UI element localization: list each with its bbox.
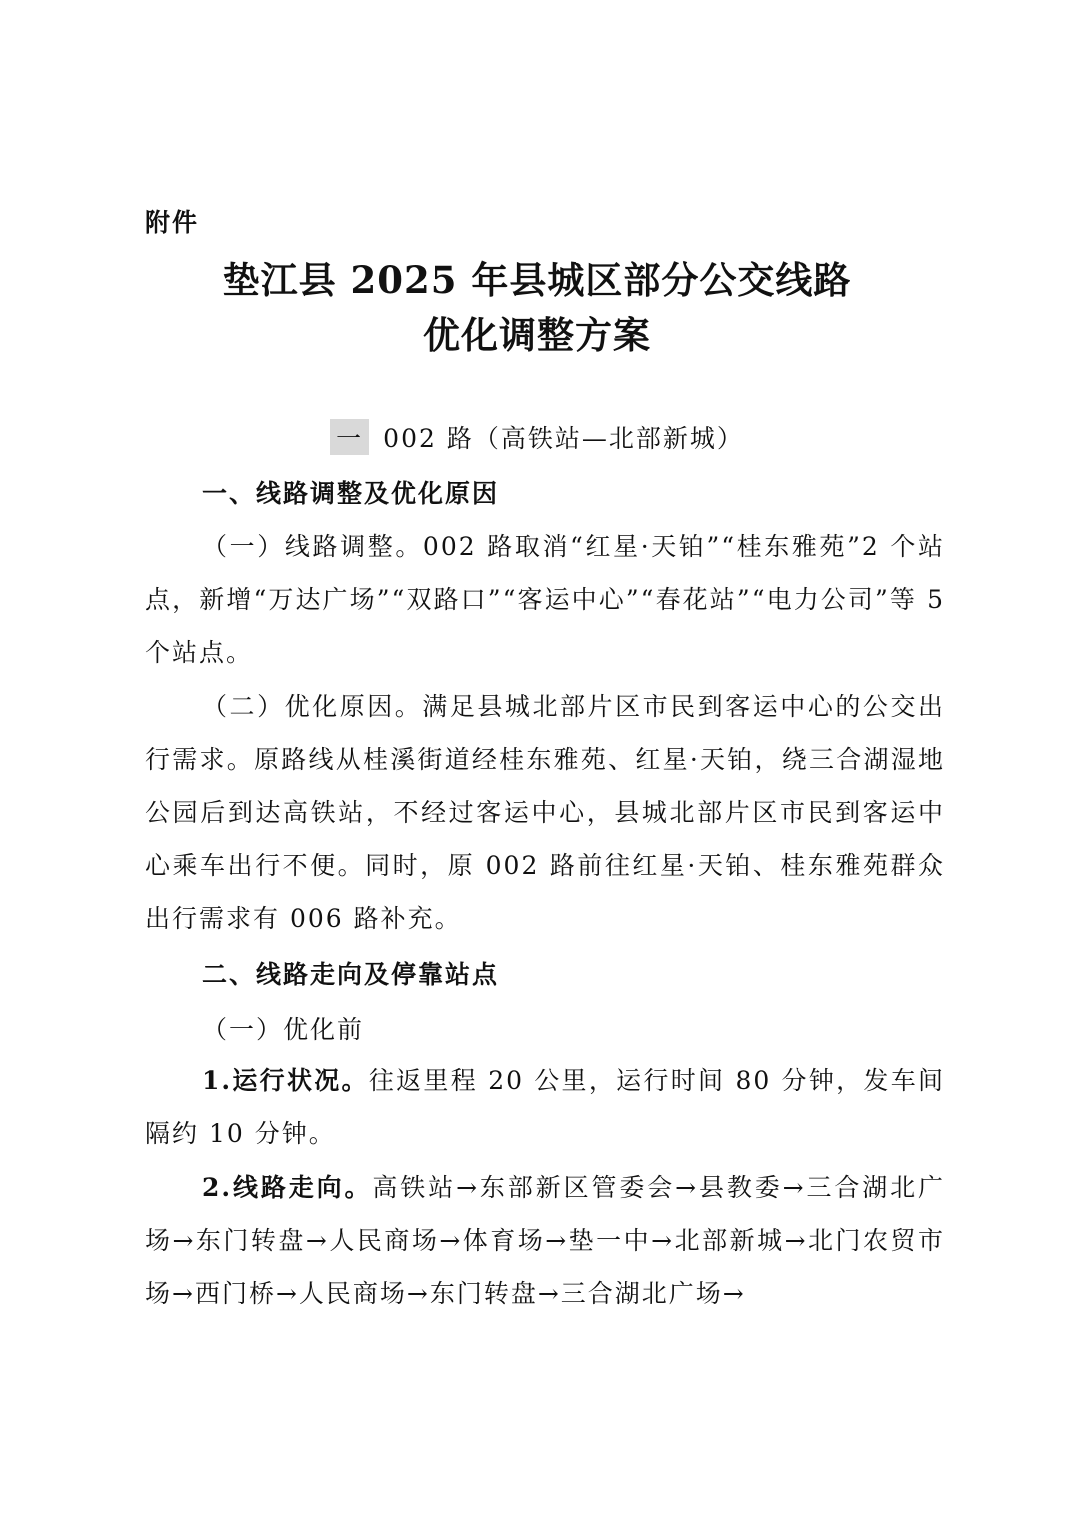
item-operation-status — [145, 1054, 945, 1160]
route-subtitle — [0, 419, 1074, 455]
section1-heading: 一、线路调整及优化原因 — [202, 479, 500, 508]
document-title-line1: 垫江县 2025 年县城区部分公交线路 — [222, 258, 852, 302]
item-operation-status-label: 1.运行状况。 — [202, 1066, 369, 1095]
section1-paragraph-adjustment: （一）线路调整。002 路取消“红星·天铂”“桂东雅苑”2 个站点，新增“万达广场”“双路口”“客运中心”“春花站”“电力公司”等 5 个站点。 — [145, 532, 945, 667]
item-route-direction — [145, 1161, 945, 1320]
route-number-mark: 一 — [330, 419, 369, 455]
section2-heading: 二、线路走向及停靠站点 — [202, 960, 500, 989]
section1-paragraph-reason: （二）优化原因。满足县城北部片区市民到客运中心的公交出行需求。原路线从桂溪街道经桂东雅苑、红星·天铂，绕三合湖湿地公园后到达高铁站，不经过客运中心，县城北部片区市民到客运中心乘车出行不便。同时，原 002 路前往红星·天铂、桂东雅苑群众出行需求有 006 路补充。 — [145, 692, 945, 933]
item-operation-status-text: 往返里程 20 公里，运行时间 80 分钟，发车间隔约 10 分钟。 — [145, 1066, 945, 1148]
item-route-direction-text: 高铁站→东部新区管委会→县教委→三合湖北广场→东门转盘→人民商场→体育场→垫一中→北部新城→北门农贸市场→西门桥→人民商场→东门转盘→三合湖北广场→ — [145, 1173, 945, 1308]
route-name: 002 路（高铁站—北部新城） — [383, 424, 744, 453]
item-route-direction-label: 2.线路走向。 — [202, 1173, 373, 1202]
document-title-line2: 优化调整方案 — [423, 313, 651, 357]
attachment-label: 附件 — [145, 208, 200, 237]
section2-sub-before: （一）优化前 — [202, 1015, 365, 1044]
